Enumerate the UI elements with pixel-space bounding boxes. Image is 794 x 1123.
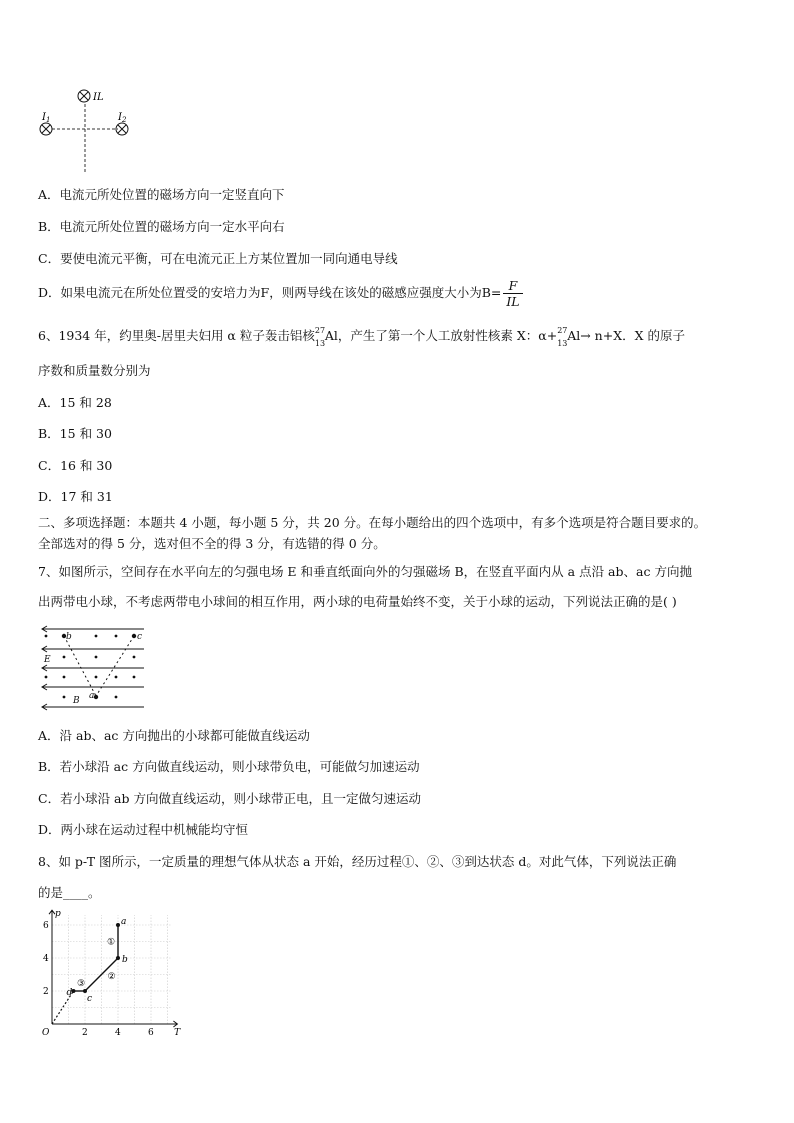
process-label-2: ② <box>107 972 116 983</box>
point-c-label: c <box>137 632 143 642</box>
state-point-b <box>116 956 120 960</box>
y-tick-label: 4 <box>43 954 49 964</box>
q7-stem-line1: 7、如图所示，空间存在水平向左的匀强电场 E 和垂直纸面向外的匀强磁场 B，在竖直平面内从 a 点沿 ab、ac 方向抛 <box>38 564 692 579</box>
q6-option-a: A．15 和 28 <box>38 395 112 410</box>
q5-option-c: C．要使电流元平衡，可在电流元正上方某位置加一同向通电导线 <box>38 251 398 266</box>
x-tick-label: 4 <box>115 1028 121 1038</box>
y-axis-label: p <box>55 908 61 919</box>
current-element-figure <box>30 84 140 176</box>
x-tick-label: 2 <box>82 1028 88 1038</box>
process-label-3: ③ <box>77 979 86 990</box>
x-tick-label: 6 <box>148 1028 154 1038</box>
pt-chart <box>34 908 181 1038</box>
point-b-label: b <box>66 632 72 642</box>
state-label-a: a <box>121 917 127 927</box>
q6-option-b: B．15 和 30 <box>38 426 112 441</box>
state-label-d: d <box>66 988 73 998</box>
state-label-b: b <box>122 955 128 965</box>
q7-option-b: B．若小球沿 ac 方向做直线运动，则小球带负电，可能做匀加速运动 <box>38 759 420 774</box>
q5-option-b: B．电流元所处位置的磁场方向一定水平向右 <box>38 219 285 234</box>
y-tick-label: 2 <box>43 987 49 997</box>
q8-stem-line2: 的是____。 <box>38 885 101 900</box>
fraction-f-over-il: $\frac{F}{IL}$ <box>503 278 522 309</box>
point-a-label: a <box>89 691 95 701</box>
current-into-page-icon <box>78 90 90 102</box>
state-point-a <box>116 923 120 927</box>
aluminum-nucleus-equation: 27 13 Al <box>557 326 581 348</box>
q7-stem-line2: 出两带电小球，不考虑两带电小球间的相互作用，两小球的电荷量始终不变，关于小球的运动，下列说法正确的是( ) <box>38 594 677 609</box>
q7-option-a: A．沿 ab、ac 方向抛出的小球都可能做直线运动 <box>38 728 310 743</box>
field-e-label: E <box>44 655 51 665</box>
q8-stem-line1: 8、如 p-T 图所示，一定质量的理想气体从状态 a 开始，经历过程①、②、③到达状态 d。对此气体，下列说法正确 <box>38 854 677 869</box>
field-b-label: B <box>73 696 80 706</box>
x-axis-label: T <box>174 1028 181 1038</box>
q6-option-c: C．16 和 30 <box>38 458 113 473</box>
q7-option-c: C．若小球沿 ab 方向做直线运动，则小球带正电，且一定做匀速运动 <box>38 791 421 806</box>
y-tick-label: 6 <box>43 921 49 931</box>
q5-option-d <box>38 278 523 309</box>
label-il: IL <box>93 92 104 103</box>
q7-option-d: D．两小球在运动过程中机械能均守恒 <box>38 822 249 837</box>
aluminum-nucleus: 27 13 Al <box>314 326 338 348</box>
q6-stem-line2: 序数和质量数分别为 <box>38 363 151 378</box>
q6-stem: 6、1934 年，约里奥-居里夫妇用 α 粒子轰击铝核 27 13 Al，产生了第一个人工放射性核素 X：α+ 27 13 Al→ n+X．X 的原子 <box>38 326 685 348</box>
section2-heading-line1: 二、多项选择题：本题共 4 小题，每小题 5 分，共 20 分。在每小题给出的四个选项中，有多个选项是符合题目要求的。 <box>38 515 707 530</box>
q6-option-d: D．17 和 31 <box>38 489 113 504</box>
q5-option-a: A．电流元所处位置的磁场方向一定竖直向下 <box>38 187 285 202</box>
section2-heading-line2: 全部选对的得 5 分，选对但不全的得 3 分，有选错的得 0 分。 <box>38 536 386 551</box>
state-point-c <box>83 989 87 993</box>
current-i1-icon <box>40 123 52 135</box>
process-label-1: ① <box>107 937 116 948</box>
origin-label: O <box>42 1028 50 1038</box>
state-label-c: c <box>87 994 93 1004</box>
q5-option-d-text: D．如果电流元在所处位置受的安培力为F，则两导线在该处的磁感应强度大小为B= <box>38 285 502 300</box>
label-i2: $I_2$ <box>118 112 127 124</box>
label-i1: $I_1$ <box>42 112 51 124</box>
field-diagram <box>38 624 150 714</box>
